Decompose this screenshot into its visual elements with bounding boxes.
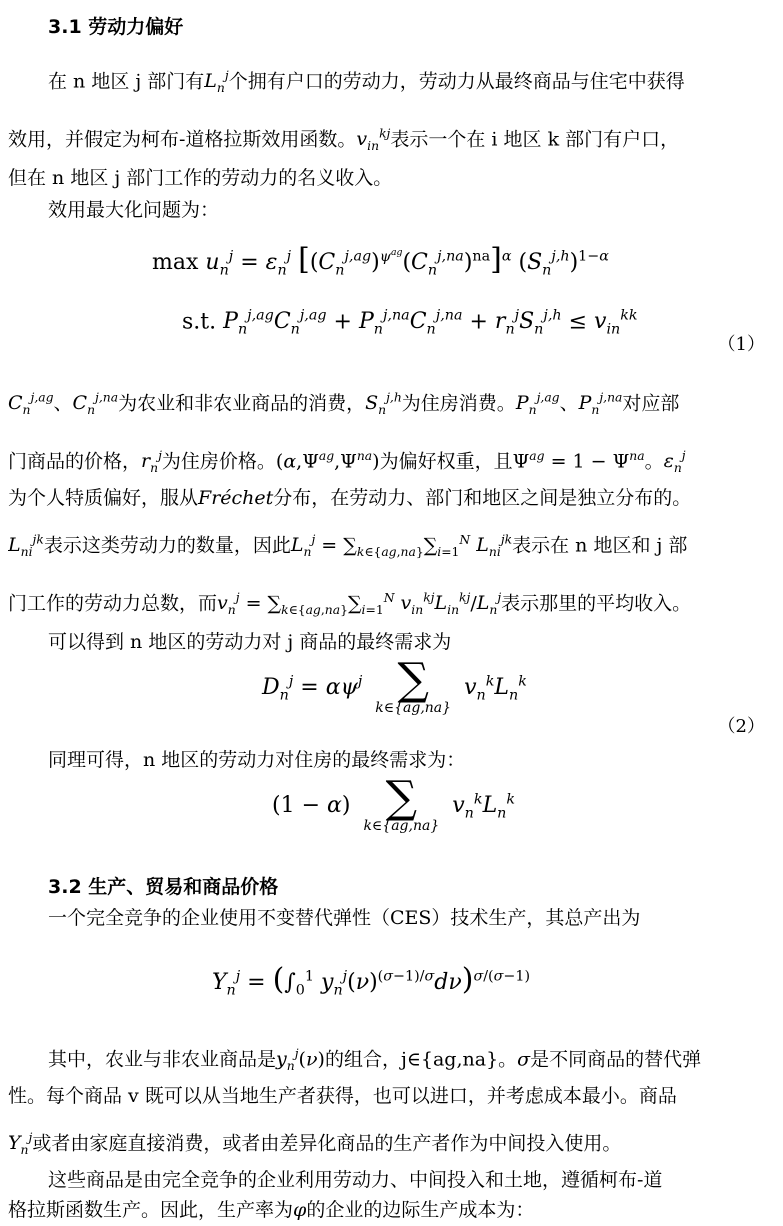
paragraph-line: 其中，农业与非农业商品是$y_n^j(\nu)$的组合，j∈{ag,na}。σ是不同商品的替代弹 <box>48 1047 702 1074</box>
paragraph-line: 格拉斯函数生产。因此，生产率为φ的企业的边际生产成本为： <box>8 1199 535 1221</box>
equation-utility: $\max u_n^j = \varepsilon_n^j$ $[(C_n^{j,ag})^{\psi^{ag}}(C_n^{j,na})^{na}]^\alpha$ $(S_n^{j,h})^{1-\alpha}$ <box>152 242 609 279</box>
paragraph-line: 一个完全竞争的企业使用不变替代弹性（CES）技术生产，其总产出为 <box>48 907 641 929</box>
paragraph-line: 性。每个商品 v 既可以从当地生产者获得，也可以进口，并考虑成本最小。商品 <box>8 1085 677 1107</box>
section-heading-3-2: 3.2 生产、贸易和商品价格 <box>48 876 279 898</box>
paragraph-line: $L_{ni}^{jk}$表示这类劳动力的数量，因此$L_n^j = \sum_{k\in\{ag,na\}}\sum_{i=1}^N$ $L_{ni}^{jk}$表示在 n 地区和 j 部 <box>8 533 688 560</box>
paragraph-line: 门工作的劳动力总数，而$v_n^j = \sum_{k\in\{ag,na\}}\sum_{i=1}^N$ $v_{in}^{kj}L_{in}^{kj}/L_n^j$表示那里的平均收入。 <box>8 591 692 618</box>
paragraph-line: 门商品的价格，$r_n^j$为住房价格。$(\alpha,\Psi^{ag},\Psi^{na})$为偏好权重，且$\Psi^{ag} = 1 - \Psi^{na}$。$\varepsilon_n^j$ <box>8 449 686 476</box>
paragraph-line: $C_n^{j,ag}$、$C_n^{j,na}$为农业和非农业商品的消费，$S_n^{j,h}$为住房消费。$P_n^{j,ag}$、$P_n^{j,na}$对应部 <box>8 391 680 418</box>
equation-ces-output: $Y_n^j = (\int_0^1$ $y_n^j(\nu)^{(\sigma-1)/\sigma}d\nu)^{\sigma/(\sigma-1)}$ <box>212 962 531 999</box>
section-heading-3-1: 3.1 劳动力偏好 <box>48 16 184 38</box>
paragraph-line: 这些商品是由完全竞争的企业利用劳动力、中间投入和土地，遵循柯布-道 <box>48 1169 663 1191</box>
paragraph-line: 效用，并假定为柯布-道格拉斯效用函数。$v_{in}^{kj}$表示一个在 i 地区 k 部门有户口， <box>8 127 680 154</box>
paragraph-line: 效用最大化问题为： <box>48 199 220 221</box>
equation-housing-demand: (1 − α) ∑ k∈{ag,na} $v_n^kL_n^k$ <box>272 772 516 834</box>
paragraph-line: 可以得到 n 地区的劳动力对 j 商品的最终需求为 <box>48 631 452 653</box>
equation-final-demand: $D_n^j = \alpha\psi^j$ ∑ k∈{ag,na} $v_n^kL_n^k$ <box>262 654 527 716</box>
equation-number-2: （2） <box>717 716 765 737</box>
equation-number-1: （1） <box>717 334 765 355</box>
paragraph-line: 在 n 地区 j 部门有$L_n^j$个拥有户口的劳动力，劳动力从最终商品与住宅中获得 <box>48 69 685 96</box>
paragraph-line: 为个人特质偏好，服从Fréchet分布，在劳动力、部门和地区之间是独立分布的。 <box>8 487 692 509</box>
paragraph-line: 同理可得，n 地区的劳动力对住房的最终需求为： <box>48 749 466 771</box>
equation-budget: s.t. $P_n^{j,ag}C_n^{j,ag} + P_n^{j,na}C_n^{j,na} + r_n^jS_n^{j,h} \le v_{in}^{kk}$ <box>182 308 638 338</box>
paragraph-line: $Y_n^j$或者由家庭直接消费，或者由差异化商品的生产者作为中间投入使用。 <box>8 1131 622 1158</box>
paragraph-line: 但在 n 地区 j 部门工作的劳动力的名义收入。 <box>8 167 393 189</box>
